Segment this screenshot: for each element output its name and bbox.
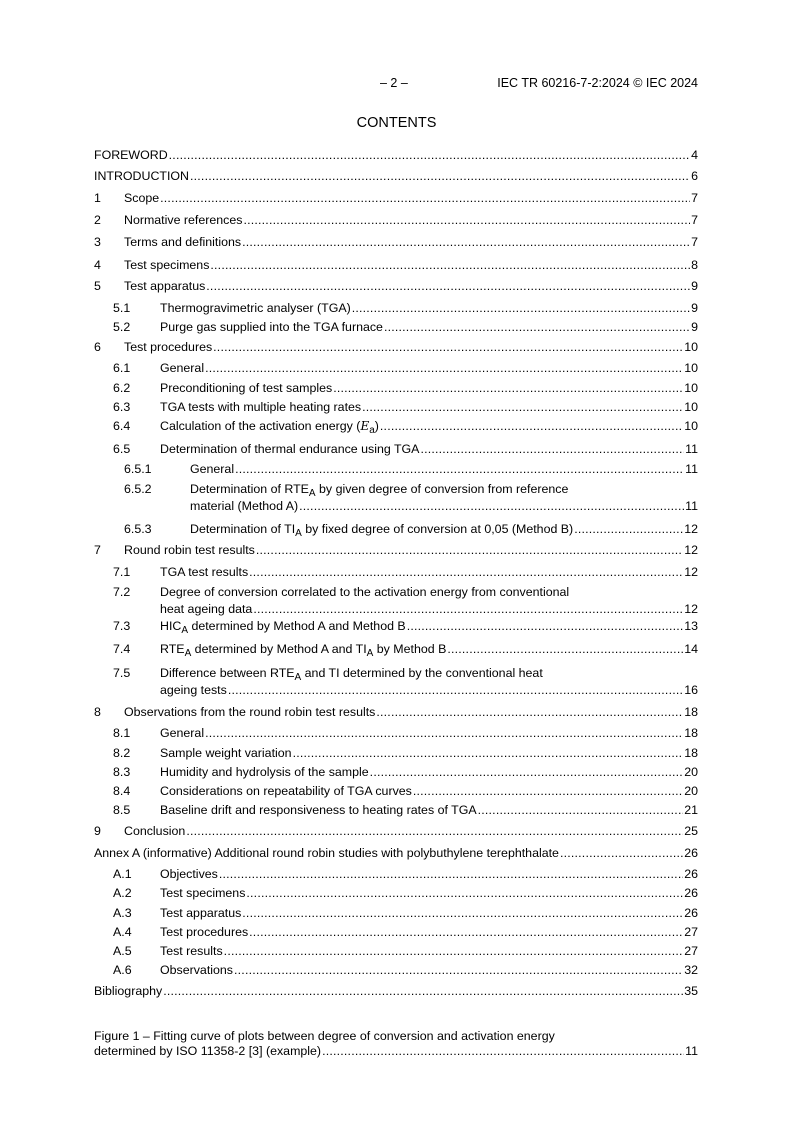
leader-dots xyxy=(447,641,683,657)
contents-title: CONTENTS xyxy=(356,115,437,131)
toc-entry-page: 26 xyxy=(684,906,698,920)
toc-entry-number: 6.5.3 xyxy=(124,522,152,536)
toc-entry-page: 18 xyxy=(684,705,698,719)
toc-entry-row xyxy=(160,866,698,882)
document-code: IEC TR 60216-7-2:2024 © IEC 2024 xyxy=(497,76,698,90)
figure-entry-page: 11 xyxy=(685,1044,698,1058)
toc-entry-page: 27 xyxy=(684,925,698,939)
toc-entry-row xyxy=(124,234,698,250)
toc-entry-continuation[interactable] xyxy=(0,601,793,617)
toc-entry[interactable] xyxy=(0,665,793,681)
toc-entry[interactable] xyxy=(0,168,793,184)
toc-entry-title xyxy=(160,905,241,921)
toc-entry-page: 10 xyxy=(684,381,698,395)
toc-entry-title xyxy=(160,725,204,741)
toc-entry[interactable] xyxy=(0,190,793,206)
toc-entry-page: 26 xyxy=(684,886,698,900)
title-text: Calculation of the activation energy ( xyxy=(160,419,361,433)
title-text: Sample weight variation xyxy=(160,746,292,760)
title-text: Thermogravimetric analyser (TGA) xyxy=(160,301,351,315)
leader-dots xyxy=(163,983,683,999)
toc-entry-row xyxy=(160,962,698,978)
toc-entry-title xyxy=(94,983,162,999)
leader-dots xyxy=(190,168,690,184)
subscript: A xyxy=(295,528,302,539)
toc-entry[interactable] xyxy=(0,257,793,273)
toc-entry[interactable] xyxy=(0,461,793,477)
figure-entry-continuation[interactable] xyxy=(0,1043,793,1059)
toc-entry-row xyxy=(94,168,698,184)
leader-dots xyxy=(169,147,690,163)
toc-entry[interactable] xyxy=(0,564,793,580)
toc-entry[interactable] xyxy=(0,783,793,799)
toc-entry-number: 6.3 xyxy=(113,400,131,414)
toc-entry-row xyxy=(124,278,698,294)
toc-entry-number: A.6 xyxy=(113,963,132,977)
toc-entry-row xyxy=(160,682,698,698)
leader-dots xyxy=(253,601,683,617)
toc-entry-title xyxy=(124,234,241,250)
toc-entry-title xyxy=(190,461,234,477)
subscript: a xyxy=(369,425,375,436)
toc-entry-row xyxy=(160,380,698,396)
toc-entry-number: 5.2 xyxy=(113,320,131,334)
toc-entry-page: 13 xyxy=(684,619,698,633)
leader-dots xyxy=(333,380,683,396)
toc-entry-page: 11 xyxy=(685,462,698,476)
toc-entry-title xyxy=(160,962,233,978)
figure-entry-title-line2: determined by ISO 11358-2 [3] (example) xyxy=(94,1044,322,1058)
toc-entry-title xyxy=(160,399,361,415)
leader-dots xyxy=(219,866,683,882)
toc-entry-title xyxy=(160,885,245,901)
leader-dots xyxy=(213,339,683,355)
toc-entry[interactable] xyxy=(0,521,793,537)
toc-entry[interactable] xyxy=(0,441,793,457)
toc-entry-page: 12 xyxy=(684,602,698,616)
toc-entry-title xyxy=(160,866,218,882)
title-text: and TI determined by the conventional heat xyxy=(301,666,543,680)
leader-dots xyxy=(407,618,684,634)
title-text: Conclusion xyxy=(124,824,186,838)
toc-entry[interactable] xyxy=(0,212,793,228)
toc-entry-page: 12 xyxy=(684,565,698,579)
toc-entry-row xyxy=(160,725,698,741)
leader-dots xyxy=(362,399,683,415)
leader-dots xyxy=(249,924,683,940)
leader-dots xyxy=(478,802,684,818)
title-text: Baseline drift and responsiveness to heating rates of TGA xyxy=(160,803,477,817)
title-text: determined by Method A and Method B xyxy=(188,619,406,633)
toc-entry-row xyxy=(124,542,698,558)
title-text: Observations xyxy=(160,963,234,977)
leader-dots xyxy=(205,360,683,376)
toc-entry-title xyxy=(160,360,204,376)
toc-entry-number: 6.5.2 xyxy=(124,482,152,496)
title-text: Round robin test results xyxy=(124,543,255,557)
toc-entry-number: 6.5.1 xyxy=(124,462,152,476)
toc-entry-page: 9 xyxy=(691,301,698,315)
toc-entry-title xyxy=(160,618,406,639)
toc-entry-number: 7.4 xyxy=(113,642,131,656)
toc-entry-row xyxy=(160,924,698,940)
title-text: Humidity and hydrolysis of the sample xyxy=(160,765,369,779)
toc-entry[interactable] xyxy=(0,278,793,294)
toc-entry-title xyxy=(160,764,369,780)
toc-entry-row xyxy=(94,983,698,999)
title-text: determined by Method A and TI xyxy=(191,642,367,656)
toc-entry-page: 11 xyxy=(685,442,698,456)
subscript: A xyxy=(366,648,374,659)
toc-entry-row xyxy=(124,704,698,720)
toc-entry-number: 5 xyxy=(94,279,101,293)
toc-entry-row xyxy=(124,339,698,355)
title-text: Terms and definitions xyxy=(124,235,242,249)
toc-entry-number: 8 xyxy=(94,705,101,719)
toc-entry-title xyxy=(160,783,412,799)
title-text: Test results xyxy=(160,944,223,958)
toc-entry-row xyxy=(190,498,698,514)
toc-entry-page: 12 xyxy=(684,543,698,557)
toc-entry-number: 7 xyxy=(94,543,101,557)
toc-entry-page: 10 xyxy=(684,340,698,354)
toc-entry-number: 8.5 xyxy=(113,803,131,817)
toc-entry[interactable] xyxy=(0,905,793,921)
toc-entry-row xyxy=(124,823,698,839)
title-text: by given degree of conversion from reference xyxy=(315,482,569,496)
toc-entry-page: 20 xyxy=(684,784,698,798)
toc-entry-number: 6.4 xyxy=(113,419,131,433)
title-text: Scope xyxy=(124,191,160,205)
toc-entry-page: 16 xyxy=(684,683,698,697)
toc-entry-number: 1 xyxy=(94,191,101,205)
title-text: Bibliography xyxy=(94,984,163,998)
toc-entry-page: 7 xyxy=(691,235,698,249)
leader-dots xyxy=(224,943,684,959)
title-text: Determination of thermal endurance using TGA xyxy=(160,442,420,456)
title-text: Purge gas supplied into the TGA furnace xyxy=(160,320,383,334)
figure-entry-title-line1: Figure 1 – Fitting curve of plots between degree of conversion and activation energy xyxy=(94,1029,555,1043)
toc-entry-title xyxy=(94,147,168,163)
leader-dots xyxy=(242,234,690,250)
toc-entry-title xyxy=(124,212,242,228)
title-text: General xyxy=(160,726,205,740)
toc-entry[interactable] xyxy=(0,339,793,355)
leader-dots xyxy=(256,542,683,558)
title-text: Test specimens xyxy=(160,886,246,900)
toc-entry-row xyxy=(160,399,698,415)
title-text: ) xyxy=(374,419,379,433)
toc-entry-page: 27 xyxy=(684,944,698,958)
leader-dots xyxy=(206,278,690,294)
toc-entry[interactable] xyxy=(0,943,793,959)
title-text: TGA test results xyxy=(160,565,249,579)
toc-entry-title xyxy=(124,542,255,558)
variable-symbol: E xyxy=(360,419,370,433)
toc-entry-title xyxy=(124,278,205,294)
toc-entry[interactable] xyxy=(0,641,793,657)
toc-entry-title xyxy=(124,190,159,206)
toc-entry-number: 6.2 xyxy=(113,381,131,395)
toc-entry-number: 7.5 xyxy=(113,666,131,680)
leader-dots xyxy=(413,783,683,799)
leader-dots xyxy=(249,564,683,580)
toc-entry-page: 26 xyxy=(684,846,698,860)
toc-entry-title-line2: heat ageing data xyxy=(160,602,253,616)
toc-entry-title xyxy=(124,704,375,720)
toc-entry-row xyxy=(94,147,698,163)
toc-entry[interactable] xyxy=(0,380,793,396)
toc-entry-row xyxy=(190,461,698,477)
toc-entry-row xyxy=(160,783,698,799)
title-text: Observations from the round robin test results xyxy=(124,705,376,719)
toc-entry-page: 10 xyxy=(684,419,698,433)
toc-entry-title xyxy=(160,300,351,316)
leader-dots xyxy=(160,190,690,206)
toc-entry[interactable] xyxy=(0,618,793,634)
title-text: Considerations on repeatability of TGA curves xyxy=(160,784,412,798)
toc-entry[interactable] xyxy=(0,319,793,335)
title-text: by Method B xyxy=(373,642,447,656)
title-text: Difference between RTE xyxy=(160,666,295,680)
toc-entry-title xyxy=(160,564,248,580)
toc-entry[interactable] xyxy=(0,399,793,415)
toc-entry-row xyxy=(160,764,698,780)
leader-dots xyxy=(380,418,683,434)
toc-entry-number: A.3 xyxy=(113,906,132,920)
toc-entry-page: 32 xyxy=(684,963,698,977)
toc-entry[interactable] xyxy=(0,802,793,818)
toc-entry-title-line1 xyxy=(160,584,569,600)
toc-entry-row xyxy=(160,360,698,376)
leader-dots xyxy=(243,212,690,228)
leader-dots xyxy=(420,441,684,457)
toc-entry-number: A.5 xyxy=(113,944,132,958)
leader-dots xyxy=(370,764,684,780)
toc-entry-title xyxy=(160,924,248,940)
title-text: General xyxy=(190,462,235,476)
leader-dots xyxy=(228,682,683,698)
toc-entry-title xyxy=(160,745,292,761)
toc-entry-page: 6 xyxy=(691,169,698,183)
title-text: Determination of RTE xyxy=(190,482,309,496)
toc-entry-title xyxy=(160,802,477,818)
toc-entry-title xyxy=(124,823,185,839)
toc-entry-title xyxy=(94,845,559,861)
toc-entry-number: 3 xyxy=(94,235,101,249)
toc-entry[interactable] xyxy=(0,924,793,940)
toc-entry-row xyxy=(160,319,698,335)
toc-entry-page: 9 xyxy=(691,320,698,334)
toc-entry-row xyxy=(160,618,698,639)
toc-entry-title xyxy=(160,319,383,335)
title-text: Degree of conversion correlated to the activation energy from conventional xyxy=(160,585,570,599)
leader-dots xyxy=(560,845,683,861)
page-number: – 2 – xyxy=(380,76,408,90)
toc-entry-row xyxy=(124,257,698,273)
leader-dots xyxy=(352,300,690,316)
toc-entry-title xyxy=(160,641,446,662)
toc-entry-row xyxy=(160,943,698,959)
toc-entry-page: 10 xyxy=(684,361,698,375)
toc-entry[interactable] xyxy=(0,962,793,978)
toc-entry-number: 9 xyxy=(94,824,101,838)
leader-dots xyxy=(205,725,683,741)
toc-entry-page: 35 xyxy=(684,984,698,998)
toc-entry-page: 8 xyxy=(691,258,698,272)
figure-entry[interactable] xyxy=(0,1028,793,1044)
toc-entry[interactable] xyxy=(0,725,793,741)
toc-entry-number: 8.4 xyxy=(113,784,131,798)
toc-entry[interactable] xyxy=(0,764,793,780)
toc-entry-row xyxy=(160,564,698,580)
toc-entry-page: 10 xyxy=(684,400,698,414)
toc-entry-row xyxy=(160,300,698,316)
toc-entry-number: 7.1 xyxy=(113,565,131,579)
leader-dots xyxy=(210,257,690,273)
toc-entry[interactable] xyxy=(0,234,793,250)
toc-entry-page: 25 xyxy=(684,824,698,838)
title-text: Annex A (informative) Additional round robin studies with polybuthylene terephthalate xyxy=(94,846,559,860)
toc-entry-page: 21 xyxy=(684,803,698,817)
toc-entry-page: 12 xyxy=(684,522,698,536)
toc-entry-number: A.1 xyxy=(113,867,132,881)
toc-entry-continuation[interactable] xyxy=(0,682,793,698)
toc-entry-number: 6.5 xyxy=(113,442,131,456)
title-text: Determination of TI xyxy=(190,522,296,536)
title-text: FOREWORD xyxy=(94,148,168,162)
title-text: RTE xyxy=(160,642,185,656)
toc-entry-row xyxy=(160,441,698,457)
toc-entry-continuation[interactable] xyxy=(0,498,793,514)
toc-entry-title xyxy=(160,943,223,959)
toc-entry-row xyxy=(160,885,698,901)
title-text: General xyxy=(160,361,205,375)
toc-entry[interactable] xyxy=(0,481,793,497)
toc-entry-title xyxy=(160,418,379,439)
toc-entry[interactable] xyxy=(0,360,793,376)
subscript: A xyxy=(181,625,189,636)
toc-entry[interactable] xyxy=(0,418,793,434)
toc-entry-page: 14 xyxy=(684,642,698,656)
title-text: TGA tests with multiple heating rates xyxy=(160,400,362,414)
title-text: HIC xyxy=(160,619,182,633)
toc-entry-row xyxy=(160,905,698,921)
toc-entry[interactable] xyxy=(0,704,793,720)
toc-entry-page: 7 xyxy=(691,213,698,227)
title-text: Test specimens xyxy=(124,258,210,272)
title-text: Normative references xyxy=(124,213,243,227)
leader-dots xyxy=(234,962,683,978)
leader-dots xyxy=(384,319,690,335)
toc-entry-title-line2: material (Method A) xyxy=(190,499,299,513)
toc-entry-number: 7.3 xyxy=(113,619,131,633)
toc-entry[interactable] xyxy=(0,983,793,999)
leader-dots xyxy=(293,745,684,761)
toc-entry-number: 2 xyxy=(94,213,101,227)
toc-entry-row xyxy=(160,641,698,662)
title-text: Test apparatus xyxy=(160,906,242,920)
toc-entry-number: 8.3 xyxy=(113,765,131,779)
page-header xyxy=(0,76,793,92)
toc-entry-title xyxy=(190,521,573,542)
leader-dots xyxy=(574,521,683,537)
toc-entry-title-line2: ageing tests xyxy=(160,683,227,697)
toc-entry[interactable] xyxy=(0,542,793,558)
toc-entry-row xyxy=(160,745,698,761)
figure-entry-row xyxy=(94,1043,698,1059)
toc-entry-row xyxy=(160,601,698,617)
title-text: by fixed degree of conversion at 0,05 (Method B) xyxy=(301,522,574,536)
toc-entry-page: 9 xyxy=(691,279,698,293)
toc-entry-title xyxy=(160,380,332,396)
toc-entry-page: 26 xyxy=(684,867,698,881)
toc-entry-number: 8.2 xyxy=(113,746,131,760)
title-text: Objectives xyxy=(160,867,218,881)
toc-entry-page: 7 xyxy=(691,191,698,205)
toc-entry-page: 20 xyxy=(684,765,698,779)
leader-dots xyxy=(322,1043,684,1059)
leader-dots xyxy=(299,498,684,514)
toc-entry[interactable] xyxy=(0,866,793,882)
toc-entry-title xyxy=(94,168,189,184)
toc-entry-number: 6.1 xyxy=(113,361,131,375)
toc-entry-number: 4 xyxy=(94,258,101,272)
toc-entry-page: 18 xyxy=(684,746,698,760)
toc-entry-row xyxy=(190,521,698,542)
title-text: Test procedures xyxy=(160,925,249,939)
toc-entry-number: A.2 xyxy=(113,886,132,900)
toc-entry-title xyxy=(124,339,212,355)
leader-dots xyxy=(186,823,683,839)
toc-entry-page: 11 xyxy=(685,499,698,513)
toc-entry[interactable] xyxy=(0,584,793,600)
toc-entry-row xyxy=(160,418,698,439)
leader-dots xyxy=(246,885,683,901)
toc-entry[interactable] xyxy=(0,885,793,901)
toc-entry-title xyxy=(124,257,209,273)
subscript: A xyxy=(294,672,302,683)
subscript: A xyxy=(308,488,316,499)
title-text: INTRODUCTION xyxy=(94,169,189,183)
toc-entry-number: A.4 xyxy=(113,925,132,939)
toc-entry[interactable] xyxy=(0,147,793,163)
toc-entry-page: 18 xyxy=(684,726,698,740)
subscript: A xyxy=(184,648,192,659)
toc-entry[interactable] xyxy=(0,845,793,861)
toc-entry-row xyxy=(94,845,698,861)
leader-dots xyxy=(235,461,684,477)
toc-entry-row xyxy=(124,190,698,206)
toc-entry-page: 4 xyxy=(691,148,698,162)
title-text: Test procedures xyxy=(124,340,213,354)
toc-entry-row xyxy=(160,802,698,818)
toc-entry-number: 5.1 xyxy=(113,301,131,315)
toc-entry[interactable] xyxy=(0,823,793,839)
title-text: Preconditioning of test samples xyxy=(160,381,333,395)
leader-dots xyxy=(242,905,683,921)
toc-entry[interactable] xyxy=(0,300,793,316)
toc-entry-number: 8.1 xyxy=(113,726,131,740)
toc-entry[interactable] xyxy=(0,745,793,761)
toc-entry-title xyxy=(160,441,419,457)
leader-dots xyxy=(376,704,683,720)
toc-entry-number: 6 xyxy=(94,340,101,354)
title-text: Test apparatus xyxy=(124,279,206,293)
toc-entry-row xyxy=(124,212,698,228)
toc-entry-number: 7.2 xyxy=(113,585,131,599)
